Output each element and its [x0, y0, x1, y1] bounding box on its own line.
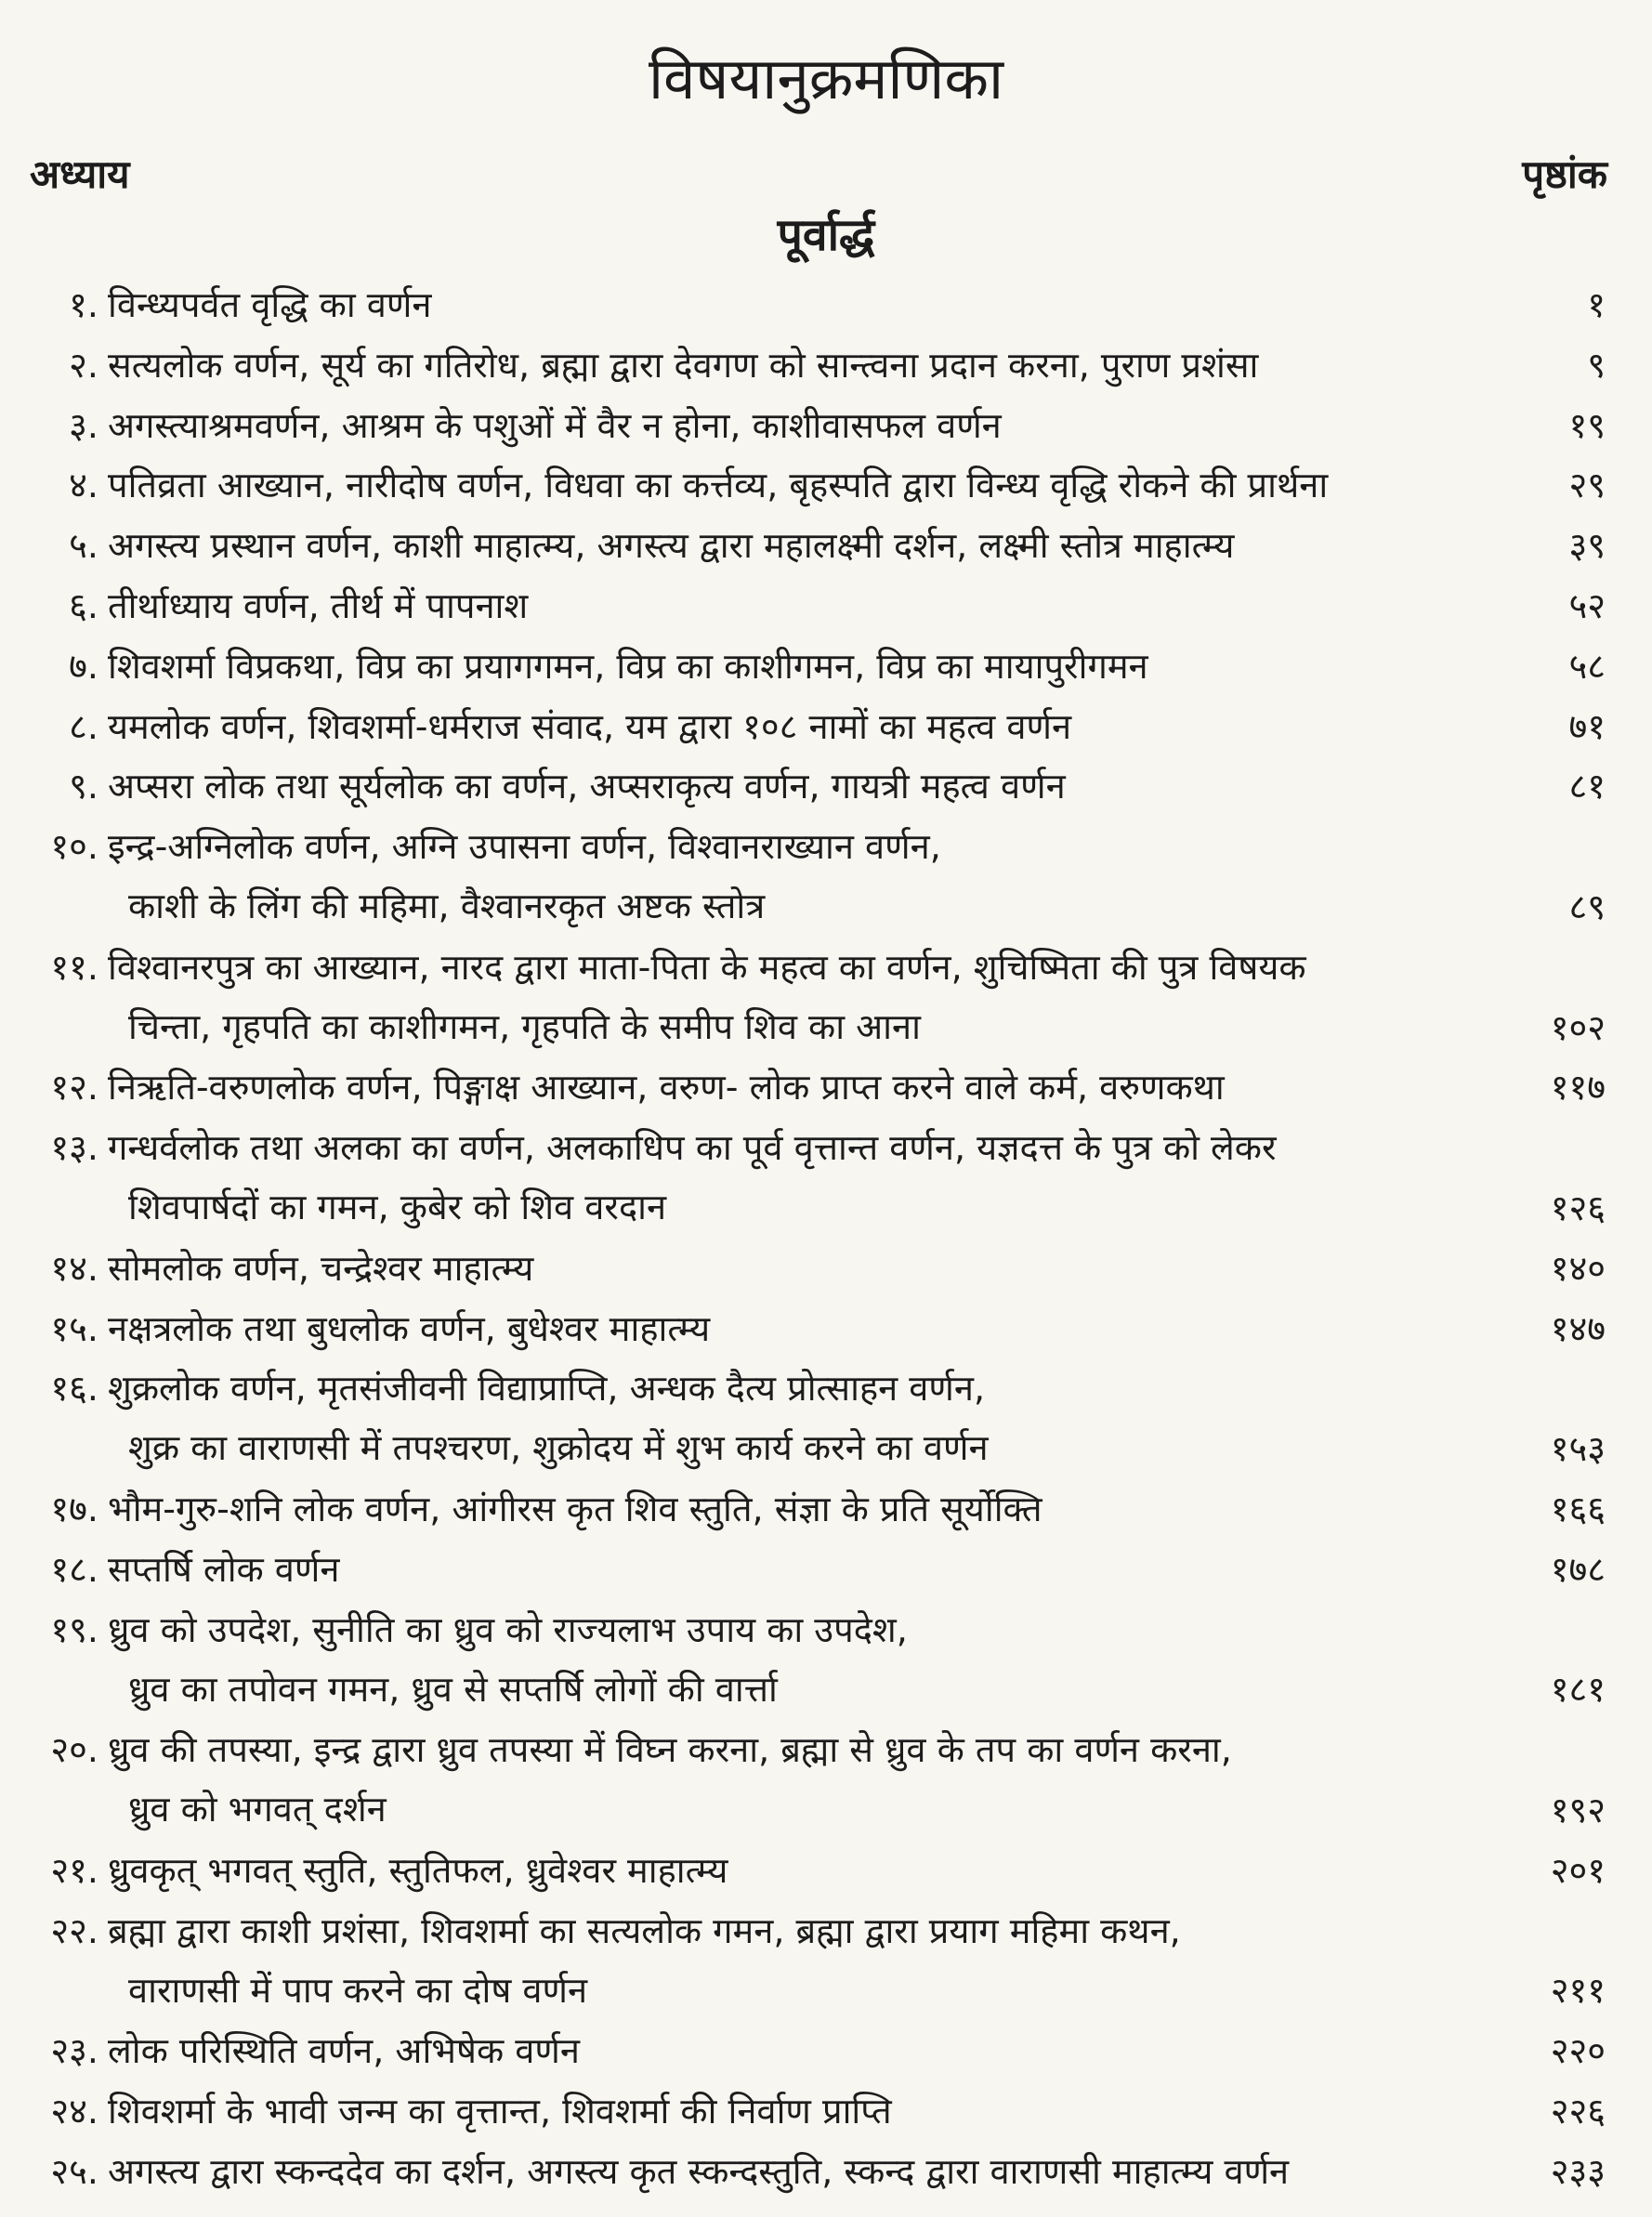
entry-number: १७.	[50, 1489, 98, 1529]
entry-title-line: इन्द्र-अग्निलोक वर्णन, अग्नि उपासना वर्णन, विश्वानराख्यान वर्णन,	[108, 826, 941, 868]
entry-page-number: २२०	[1550, 2030, 1606, 2072]
entry-page-number: ५२	[1568, 585, 1606, 626]
toc-entry	[0, 1057, 1652, 1118]
entry-page-number: २०१	[1550, 1849, 1606, 1891]
entry-number: ९.	[69, 766, 98, 807]
entry-title-line: शिवपार्षदों का गमन, कुबेर को शिव वरदान	[128, 1187, 667, 1228]
entry-title-line: निऋति-वरुणलोक वर्णन, पिङ्गाक्ष आख्यान, वरुण- लोक प्राप्त करने वाले कर्म, वरुणकथा	[108, 1067, 1225, 1108]
entry-page-number: १९	[1568, 404, 1606, 446]
entry-number: १३.	[50, 1127, 98, 1169]
entry-title	[108, 1600, 1492, 1719]
entry-title-line: काशी के लिंग की महिमा, वैश्वानरकृत अष्टक स्तोत्र	[128, 885, 766, 927]
entry-number: १४.	[50, 1247, 98, 1289]
toc-entry	[0, 1299, 1652, 1359]
entry-title-line: चिन्ता, गृहपति का काशीगमन, गृहपति के समीप शिव का आना	[128, 1005, 921, 1047]
page-title: विषयानुक्रमणिका	[648, 45, 1004, 112]
entry-number: १.	[69, 284, 98, 325]
section-heading: पूर्वार्द्ध	[777, 209, 875, 261]
toc-entry	[0, 636, 1652, 697]
entry-title-line: अप्सरा लोक तथा सूर्यलोक का वर्णन, अप्सराकृत्य वर्णन, गायत्री महत्व वर्णन	[108, 766, 1066, 807]
entry-title-line: भौम-गुरु-शनि लोक वर्णन, आंगीरस कृत शिव स्तुति, संज्ञा के प्रति सूर्योक्ति	[108, 1489, 1042, 1529]
toc-entry	[0, 1720, 1652, 1841]
entry-page-number: ३९	[1568, 525, 1606, 567]
entry-title-line: शिवशर्मा के भावी जन्म का वृत्तान्त, शिवशर्मा की निर्वाण प्राप्ति	[108, 2091, 892, 2132]
toc-entry	[0, 1358, 1652, 1479]
column-header-chapter: अध्याय	[30, 151, 130, 197]
entry-page-number: ८९	[1568, 885, 1606, 927]
entry-page-number: १६६	[1550, 1489, 1606, 1529]
toc-entry	[0, 516, 1652, 576]
entry-page-number: ८१	[1568, 766, 1606, 807]
entry-page-number: १०२	[1550, 1006, 1606, 1048]
entry-number: २.	[69, 344, 98, 386]
toc-entry	[0, 1118, 1652, 1239]
entry-title-line: सत्यलोक वर्णन, सूर्य का गतिरोध, ब्रह्मा द्वारा देवगण को सान्त्वना प्रदान करना, पुराण प्रशंसा	[108, 344, 1259, 386]
toc-entry	[0, 2081, 1652, 2142]
entry-page-number: १९२	[1550, 1789, 1606, 1830]
entry-title	[108, 817, 1492, 936]
entry-title	[108, 1118, 1492, 1237]
entry-number: १०.	[50, 826, 98, 868]
toc-entry	[0, 1600, 1652, 1721]
entry-title-line: लोक परिस्थिति वर्णन, अभिषेक वर्णन	[108, 2030, 580, 2072]
entry-title-line: गन्धर्वलोक तथा अलका का वर्णन, अलकाधिप का पूर्व वृत्तान्त वर्णन, यज्ञदत्त के पुत्र को लेकर	[108, 1127, 1277, 1169]
entry-number: ११.	[50, 946, 98, 988]
entry-title	[108, 1299, 1492, 1358]
toc-entry	[0, 576, 1652, 636]
entry-number: २१.	[50, 1849, 98, 1891]
entry-number: १९.	[50, 1608, 98, 1650]
toc-entry	[0, 2142, 1652, 2202]
entry-page-number: १	[1587, 284, 1606, 325]
toc-entry	[0, 396, 1652, 456]
entry-title	[108, 697, 1492, 756]
entry-title	[108, 1239, 1492, 1298]
entry-title-line: ध्रुव को भगवत् दर्शन	[128, 1789, 387, 1830]
entry-number: १६.	[50, 1368, 98, 1410]
entry-page-number: १८१	[1550, 1669, 1606, 1711]
entry-title-line: अगस्त्य प्रस्थान वर्णन, काशी माहात्म्य, अगस्त्य द्वारा महालक्ष्मी दर्शन, लक्ष्मी स्तोत्र माहात्म्य	[108, 525, 1235, 567]
entry-page-number: १४०	[1550, 1247, 1606, 1289]
entry-title	[108, 1479, 1492, 1539]
entry-title-line: विन्ध्यपर्वत वृद्धि का वर्णन	[108, 284, 432, 325]
entry-title	[108, 1358, 1492, 1477]
entry-page-number: २९	[1568, 465, 1606, 506]
entry-title	[108, 2142, 1492, 2201]
entry-number: ८.	[69, 705, 98, 747]
toc-entry	[0, 1479, 1652, 1540]
entry-title-line: ध्रुवकृत् भगवत् स्तुति, स्तुतिफल, ध्रुवेश्वर माहात्म्य	[108, 1849, 728, 1891]
toc-entry	[0, 1540, 1652, 1600]
entry-page-number: ११७	[1550, 1067, 1606, 1108]
entry-title	[108, 335, 1492, 395]
entry-page-number: १७८	[1550, 1548, 1606, 1590]
entry-title	[108, 1841, 1492, 1900]
entry-number: २५.	[50, 2150, 98, 2192]
entry-title-line: अगस्त्याश्रमवर्णन, आश्रम के पशुओं में वैर न होना, काशीवासफल वर्णन	[108, 404, 1002, 446]
toc-entry	[0, 2021, 1652, 2081]
entry-number: ४.	[69, 465, 98, 506]
entry-title-line: ध्रुव का तपोवन गमन, ध्रुव से सप्तर्षि लोगों की वार्त्ता	[128, 1668, 778, 1710]
entry-title	[108, 938, 1492, 1056]
toc-entry	[0, 275, 1652, 335]
toc-entry	[0, 1841, 1652, 1901]
entry-number: १५.	[50, 1307, 98, 1349]
entry-title	[108, 455, 1492, 515]
toc-entry	[0, 817, 1652, 938]
entry-number: १२.	[50, 1067, 98, 1108]
entry-page-number: १५३	[1550, 1428, 1606, 1470]
entry-title-line: ब्रह्मा द्वारा काशी प्रशंसा, शिवशर्मा का सत्यलोक गमन, ब्रह्मा द्वारा प्रयाग महिमा कथन,	[108, 1909, 1181, 1951]
entry-title-line: नक्षत्रलोक तथा बुधलोक वर्णन, बुधेश्वर माहात्म्य	[108, 1307, 711, 1349]
entry-title	[108, 756, 1492, 816]
entry-title-line: पतिव्रता आख्यान, नारीदोष वर्णन, विधवा का कर्त्तव्य, बृहस्पति द्वारा विन्ध्य वृद्धि रोकने की प्रार्थना	[108, 465, 1329, 506]
toc-entry	[0, 697, 1652, 757]
toc-entry	[0, 1239, 1652, 1299]
entry-number: ६.	[69, 585, 98, 626]
entry-title	[108, 1720, 1492, 1839]
entry-number: २२.	[50, 1909, 98, 1951]
entry-title-line: यमलोक वर्णन, शिवशर्मा-धर्मराज संवाद, यम द्वारा १०८ नामों का महत्व वर्णन	[108, 705, 1072, 747]
toc-entry	[0, 455, 1652, 516]
toc-entry	[0, 938, 1652, 1058]
entry-page-number: १२६	[1550, 1187, 1606, 1228]
entry-page-number: २२६	[1550, 2091, 1606, 2132]
entry-page-number: ९	[1587, 344, 1606, 386]
entry-title-line: विश्वानरपुत्र का आख्यान, नारद द्वारा माता-पिता के महत्व का वर्णन, शुचिष्मिता की पुत्र विषयक	[108, 946, 1306, 988]
entry-number: ७.	[69, 645, 98, 687]
entry-number: २३.	[50, 2030, 98, 2072]
entry-title-line: ध्रुव की तपस्या, इन्द्र द्वारा ध्रुव तपस्या में विघ्न करना, ब्रह्मा से ध्रुव के तप का वर्णन करना,	[108, 1729, 1232, 1771]
entry-title	[108, 636, 1492, 696]
entry-title-line: शिवशर्मा विप्रकथा, विप्र का प्रयागगमन, विप्र का काशीगमन, विप्र का मायापुरीगमन	[108, 645, 1148, 687]
entry-title-line: ध्रुव को उपदेश, सुनीति का ध्रुव को राज्यलाभ उपाय का उपदेश,	[108, 1608, 908, 1650]
entry-number: ५.	[69, 525, 98, 567]
entry-title-line: तीर्थाध्याय वर्णन, तीर्थ में पापनाश	[108, 585, 529, 626]
entry-page-number: १४७	[1550, 1307, 1606, 1349]
toc-entry	[0, 1901, 1652, 2022]
entry-page-number: ५८	[1568, 645, 1606, 687]
entry-title-line: सप्तर्षि लोक वर्णन	[108, 1548, 340, 1590]
entry-title-line: शुक्रलोक वर्णन, मृतसंजीवनी विद्याप्राप्ति, अन्धक दैत्य प्रोत्साहन वर्णन,	[108, 1368, 986, 1410]
entry-title	[108, 516, 1492, 575]
entry-title	[108, 2081, 1492, 2141]
entry-number: ३.	[69, 404, 98, 446]
entry-title	[108, 1901, 1492, 2020]
entry-title-line: शुक्र का वाराणसी में तपश्चरण, शुक्रोदय में शुभ कार्य करने का वर्णन	[128, 1427, 989, 1469]
entry-title	[108, 396, 1492, 455]
toc-entry	[0, 335, 1652, 396]
column-header-page: पृष्ठांक	[1522, 151, 1607, 197]
entry-number: २४.	[50, 2091, 98, 2132]
entry-title	[108, 576, 1492, 636]
entry-title	[108, 2021, 1492, 2080]
entry-title-line: सोमलोक वर्णन, चन्द्रेश्वर माहात्म्य	[108, 1247, 534, 1289]
entry-number: २०.	[50, 1729, 98, 1771]
entry-page-number: २११	[1550, 1970, 1606, 2012]
entry-title	[108, 275, 1492, 335]
toc-entry	[0, 756, 1652, 817]
entry-number: १८.	[50, 1548, 98, 1590]
entry-page-number: ७१	[1568, 705, 1606, 747]
entry-title-line: अगस्त्य द्वारा स्कन्ददेव का दर्शन, अगस्त्य कृत स्कन्दस्तुति, स्कन्द द्वारा वाराणसी माहात्म्य वर्णन	[108, 2150, 1290, 2192]
entry-title	[108, 1540, 1492, 1599]
entry-title	[108, 1057, 1492, 1117]
entry-title-line: वाराणसी में पाप करने का दोष वर्णन	[128, 1969, 588, 2011]
entry-page-number: २३३	[1550, 2150, 1606, 2192]
